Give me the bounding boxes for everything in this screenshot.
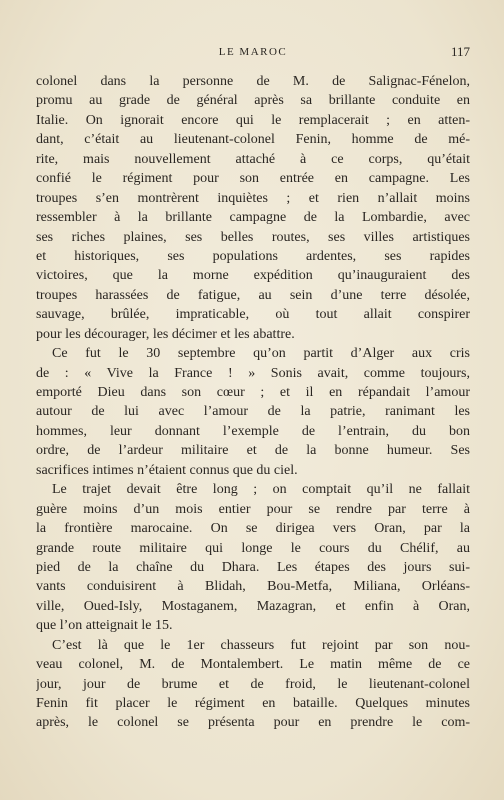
- text-line: ordre, de l’ardeur militaire et de la bonne humeur. Ses: [36, 443, 470, 459]
- text-line: confié le régiment pour son entrée en campagne. Les: [36, 171, 470, 187]
- text-line: vants conduisirent à Blidah, Bou-Metfa, Miliana, Orléans-: [36, 579, 470, 595]
- text-line: Le trajet devait être long ; on comptait qu’il ne fallait: [52, 482, 470, 498]
- text-line: guère moins d’un mois entier pour se rendre par terre à: [36, 501, 470, 517]
- text-line: Fenin fit placer le régiment en bataille. Quelques minutes: [36, 696, 470, 711]
- text-line: la frontière marocaine. On se dirigea vers Oran, par la: [36, 521, 470, 537]
- text-line: grande route militaire qui longe le cours du Chélif, au: [36, 540, 470, 556]
- text-line: promu au grade de général après sa brillante conduite en: [36, 93, 470, 109]
- text-line: troupes harassées de fatigue, au sein d’une terre désolée,: [36, 287, 470, 303]
- text-line: pour les décourager, les décimer et les abattre.: [36, 326, 295, 342]
- text-line: sacrifices intimes n’étaient connus que du ciel.: [36, 462, 298, 478]
- running-title: LE MAROC: [218, 46, 288, 58]
- text-line: emporté Dieu dans son cœur ; et il en répandait l’amour: [36, 385, 470, 400]
- text-line: Italie. On ignorait encore qui le remplacerait ; en atten-: [36, 112, 470, 128]
- text-line: de : « Vive la France ! » Sonis avait, comme toujours,: [36, 365, 470, 381]
- text-line: ville, Oued-Isly, Mostaganem, Mazagran, et enfin à Oran,: [36, 598, 470, 614]
- body-text: [36, 72, 470, 733]
- text-line: après, le colonel se présenta pour en prendre le com-: [36, 715, 470, 731]
- text-line: victoires, que la morne expédition qu’inauguraient des: [36, 268, 470, 284]
- text-line: ses riches plaines, ses belles routes, ses villes artistiques: [36, 229, 470, 245]
- text-line: dant, c’était au lieutenant-colonel Fenin, homme de mé-: [36, 132, 470, 148]
- text-line: ressembler à la brillante campagne de la Lombardie, avec: [36, 210, 470, 226]
- text-line: Ce fut le 30 septembre qu’on partit d’Alger aux cris: [52, 346, 470, 362]
- running-head: [36, 44, 470, 60]
- page-number: 117: [450, 44, 470, 59]
- text-line: colonel dans la personne de M. de Salignac-Fénelon,: [36, 74, 470, 89]
- text-line: jour, jour de brume et de froid, le lieutenant-colonel: [36, 676, 470, 692]
- text-line: sauvage, brûlée, impraticable, où tout allait conspirer: [36, 307, 470, 323]
- text-line: et historiques, ses populations ardentes, ses rapides: [36, 248, 470, 264]
- text-line: hommes, leur donnant l’exemple de l’entrain, du bon: [36, 423, 470, 439]
- text-line: C’est là que le 1er chasseurs fut rejoint par son nou-: [52, 637, 470, 653]
- text-line: veau colonel, M. de Montalembert. Le matin même de ce: [36, 657, 470, 673]
- text-line: troupes s’en montrèrent inquiètes ; et rien n’allait moins: [36, 190, 470, 206]
- text-line: rite, mais nouvellement attaché à ce corps, qu’était: [36, 151, 470, 167]
- text-line: autour de lui avec l’amour de la patrie, ranimant les: [36, 404, 470, 420]
- text-line: pied de la chaîne du Dhara. Les étapes des jours sui-: [36, 559, 470, 575]
- text-line: que l’on atteignait le 15.: [36, 618, 173, 634]
